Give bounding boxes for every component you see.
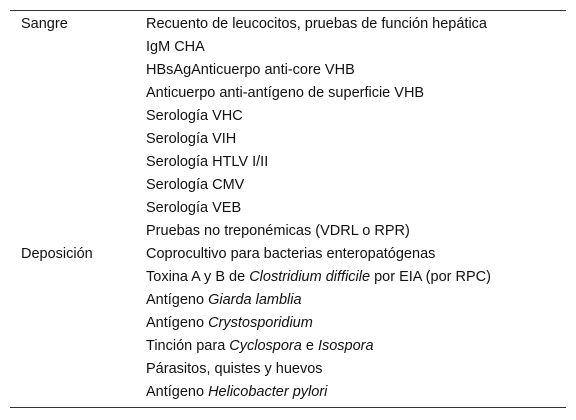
text-segment: Antígeno: [146, 315, 209, 331]
text-segment: HBsAgAnticuerpo anti-core VHB: [146, 62, 355, 78]
test-item: [146, 59, 566, 82]
organism-name: Crystosporidium: [208, 315, 313, 331]
test-item: [146, 82, 566, 105]
organism-name: Clostridium difficile: [249, 269, 371, 285]
test-item: [146, 174, 566, 197]
test-item: [146, 128, 566, 151]
test-item: [146, 358, 566, 381]
test-item: [146, 266, 566, 289]
table-group: [10, 11, 566, 243]
test-item: [146, 243, 566, 266]
category-label: Deposición: [21, 246, 93, 262]
test-item: [146, 197, 566, 220]
text-segment: Pruebas no treponémicas (VDRL o RPR): [146, 223, 410, 239]
test-item: [146, 220, 566, 243]
text-segment: Anticuerpo anti-antígeno de superficie VHB: [146, 85, 425, 101]
text-segment: por EIA (por RPC): [370, 269, 491, 285]
test-item: [146, 312, 566, 335]
organism-name: Helicobacter pylori: [208, 384, 328, 400]
test-item: [146, 105, 566, 128]
organism-name: Cyclospora: [229, 338, 302, 354]
text-segment: Coprocultivo para bacterias enteropatógenas: [146, 246, 436, 262]
text-segment: Serología VHC: [146, 108, 243, 124]
text-segment: Recuento de leucocitos, pruebas de función hepática: [146, 16, 487, 32]
table-group: [10, 243, 566, 407]
category-label: Sangre: [21, 16, 68, 32]
text-segment: Párasitos, quistes y huevos: [146, 361, 323, 377]
text-segment: IgM CHA: [146, 39, 205, 55]
test-list: [146, 243, 566, 404]
text-segment: Antígeno: [146, 384, 209, 400]
organism-name: Giarda lamblia: [208, 292, 302, 308]
text-segment: Tinción para: [146, 338, 230, 354]
text-segment: Serología CMV: [146, 177, 245, 193]
test-item: [146, 36, 566, 59]
test-table: [10, 10, 566, 408]
text-segment: Serología VIH: [146, 131, 237, 147]
test-item: [146, 151, 566, 174]
test-list: [146, 13, 566, 243]
test-item: [146, 335, 566, 358]
text-segment: Antígeno: [146, 292, 209, 308]
text-segment: Toxina A y B de: [146, 269, 250, 285]
organism-name: Isospora: [317, 338, 374, 354]
text-segment: e: [301, 338, 318, 354]
test-item: [146, 289, 566, 312]
test-item: [146, 13, 566, 36]
text-segment: Serología VEB: [146, 200, 242, 216]
text-segment: Serología HTLV I/II: [146, 154, 269, 170]
test-item: [146, 381, 566, 404]
